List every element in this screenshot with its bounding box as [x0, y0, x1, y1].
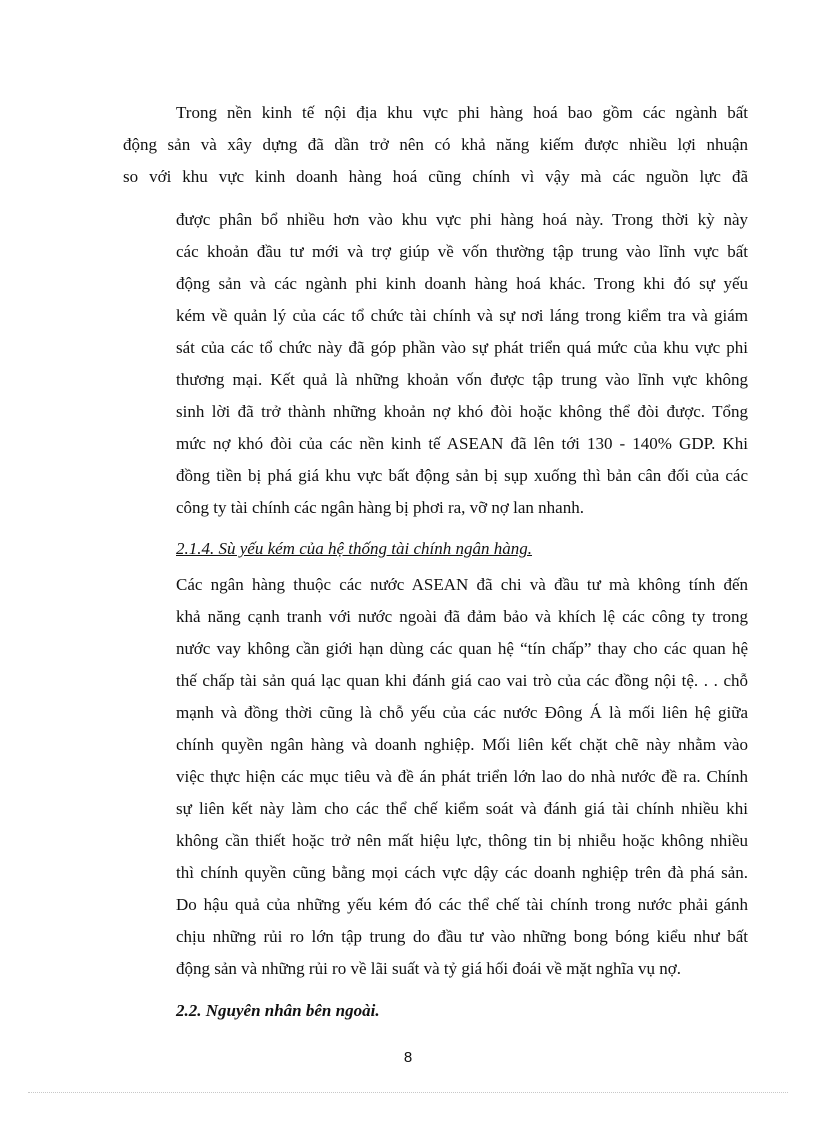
section-heading-2-2: 2.2. Nguyên nhân bên ngoài.	[176, 1001, 380, 1020]
paragraph3-line: nước vay không cần giới hạn dùng các quan hệ “tín chấp” thay cho các quan hệ	[176, 639, 748, 658]
paragraph3-line: thế chấp tài sản quá lạc quan khi đánh giá cao vai trò của các đồng nội tệ. . . chỗ	[176, 671, 748, 690]
page-bottom-divider	[28, 1092, 788, 1093]
paragraph3-line: chính quyền ngân hàng và doanh nghiệp. Mối liên kết chặt chẽ này nhằm vào	[176, 735, 748, 754]
paragraph3-line: việc thực hiện các mục tiêu và đề án phát triển lớn lao do nhà nước đề ra. Chính	[176, 767, 748, 786]
paragraph2-line: động sản và các ngành phi kinh doanh hàng hoá khác. Trong khi đó sự yếu	[176, 274, 748, 293]
paragraph3-line: thì chính quyền cũng bằng mọi cách vực dậy các doanh nghiệp trên đà phá sản.	[176, 863, 748, 882]
paragraph2-line: sát của các tổ chức này đã góp phần vào sự phát triển quá mức của khu vực phi	[176, 338, 748, 357]
paragraph3-line: Các ngân hàng thuộc các nước ASEAN đã chi và đầu tư mà không tính đến	[176, 575, 748, 594]
paragraph2-line: các khoản đầu tư mới và trợ giúp về vốn thường tập trung vào lĩnh vực bất	[176, 242, 748, 261]
paragraph1-line: động sản và xây dựng đã dần trở nên có khả năng kiếm được nhiều lợi nhuận	[123, 135, 748, 154]
paragraph1-line: so với khu vực kinh doanh hàng hoá cũng chính vì vậy mà các nguồn lực đã	[123, 167, 748, 186]
page-number: 8	[403, 1049, 413, 1066]
paragraph2-line: mức nợ khó đòi của các nền kinh tế ASEAN đã lên tới 130 - 140% GDP. Khi	[176, 434, 748, 453]
paragraph3-line: Do hậu quả của những yếu kém đó các thể chế tài chính trong nước phải gánh	[176, 895, 748, 914]
paragraph2-line: thương mại. Kết quả là những khoản vốn được tập trung vào lĩnh vực không	[176, 370, 748, 389]
paragraph2-line: được phân bổ nhiều hơn vào khu vực phi hàng hoá này. Trong thời kỳ này	[176, 210, 748, 229]
section-heading-2-1-4: 2.1.4. Sù yếu kém của hệ thống tài chính ngân hàng.	[176, 539, 532, 558]
paragraph2-line: đồng tiền bị phá giá khu vực bất động sản bị sụp xuống thì bản cân đối của các	[176, 466, 748, 485]
paragraph2-line: công ty tài chính các ngân hàng bị phơi ra, vỡ nợ lan nhanh.	[176, 498, 584, 517]
paragraph1-line: Trong nền kinh tế nội địa khu vực phi hàng hoá bao gồm các ngành bất	[176, 103, 748, 122]
paragraph3-line: khả năng cạnh tranh với nước ngoài đã đảm bảo và khích lệ các công ty trong	[176, 607, 748, 626]
paragraph3-line: động sản và những rủi ro về lãi suất và tỷ giá hối đoái về mặt nghĩa vụ nợ.	[176, 959, 681, 978]
paragraph3-line: chịu những rủi ro lớn tập trung do đầu tư vào những bong bóng kiểu như bất	[176, 927, 748, 946]
paragraph3-line: mạnh và đồng thời cũng là chỗ yếu của các nước Đông Á là mối liên hệ giữa	[176, 703, 748, 722]
paragraph2-line: kém về quản lý của các tổ chức tài chính và sự nơi láng trong kiểm tra và giám	[176, 306, 748, 325]
paragraph2-line: sinh lời đã trở thành những khoản nợ khó đòi hoặc không thể đòi được. Tổng	[176, 402, 748, 421]
paragraph3-line: sự liên kết này làm cho các thể chế kiểm soát và đánh giá tài chính nhiều khi	[176, 799, 748, 818]
paragraph3-line: không cần thiết hoặc trở nên mất hiệu lực, thông tin bị nhiễu hoặc không nhiều	[176, 831, 748, 850]
